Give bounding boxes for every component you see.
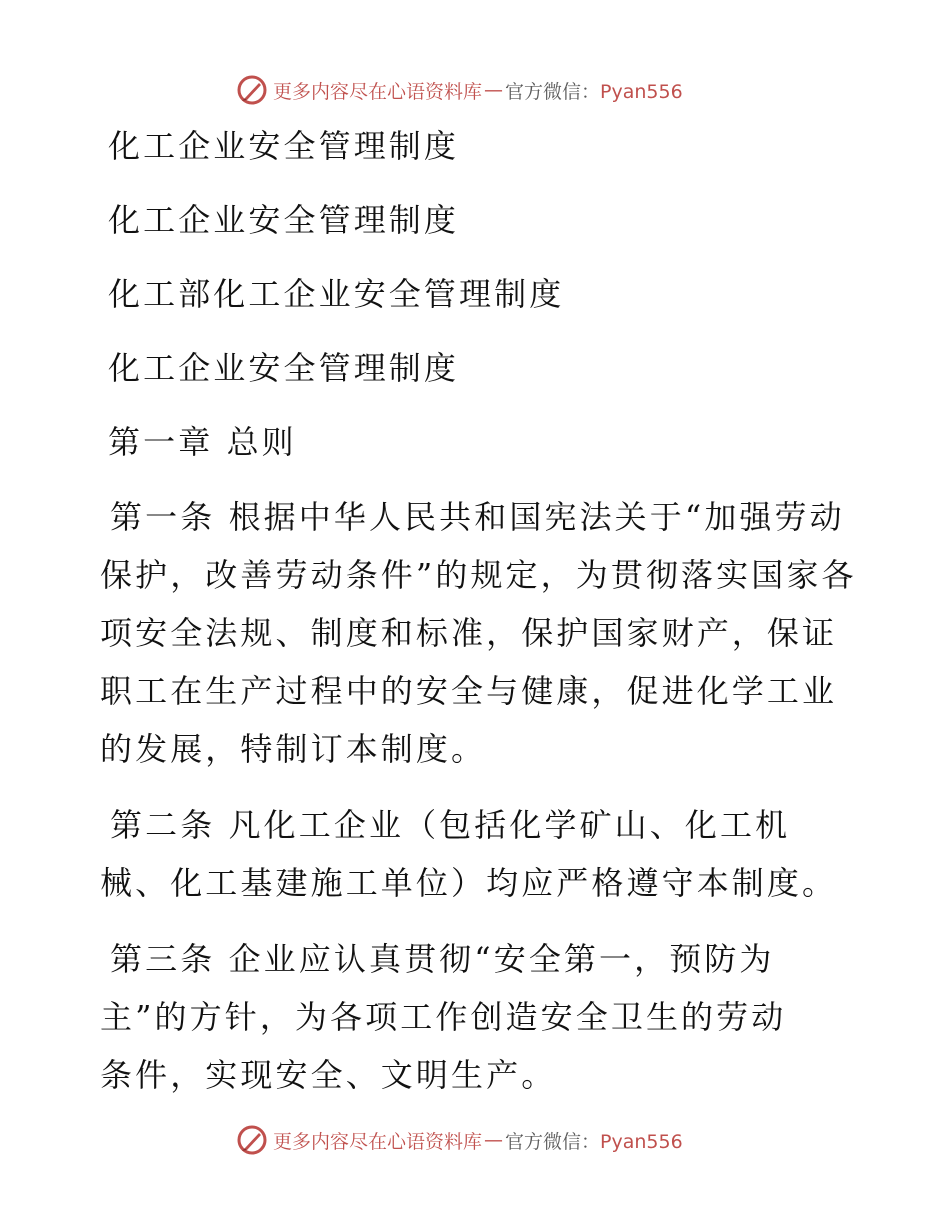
doc-title-1: 化工企业安全管理制度: [108, 127, 460, 165]
article-2: 第二条 凡化工企业（包括化学矿山、化工机械、化工基建施工单位）均应严格遵守本制度。: [100, 806, 838, 902]
brand-dash: —: [484, 1129, 504, 1151]
chapter-heading: 第一章 总则: [108, 423, 297, 461]
brand-main-text: 更多内容尽在心语资料库: [273, 80, 483, 103]
doc-title-2: 化工企业安全管理制度: [108, 201, 460, 239]
doc-title-3: 化工部化工企业安全管理制度: [108, 275, 565, 313]
brand-main-text: 更多内容尽在心语资料库: [273, 1130, 483, 1153]
footer-banner: [236, 1122, 683, 1158]
article-3: 第三条 企业应认真贯彻“安全第一，预防为主”的方针，为各项工作创造安全卫生的劳动条件，实现安全、文明生产。: [100, 940, 787, 1094]
brand-wechat-label: 官方微信：: [505, 1130, 601, 1153]
brand-wechat-label: 官方微信：: [505, 80, 601, 103]
quill-pen-seal-icon: [236, 1124, 268, 1156]
quill-pen-seal-icon: [236, 74, 268, 106]
brand-dash: —: [484, 79, 504, 101]
article-1: 第一条 根据中华人民共和国宪法关于“加强劳动保护，改善劳动条件”的规定，为贯彻落实国家各项安全法规、制度和标准，保护国家财产，保证职工在生产过程中的安全与健康，促进化学工业的发展，特制订本制度。: [100, 498, 857, 768]
header-banner: [236, 72, 683, 108]
doc-title-4: 化工企业安全管理制度: [108, 349, 460, 387]
brand-wechat-id: Pyan556: [600, 1130, 683, 1153]
brand-wechat-id: Pyan556: [600, 80, 683, 103]
